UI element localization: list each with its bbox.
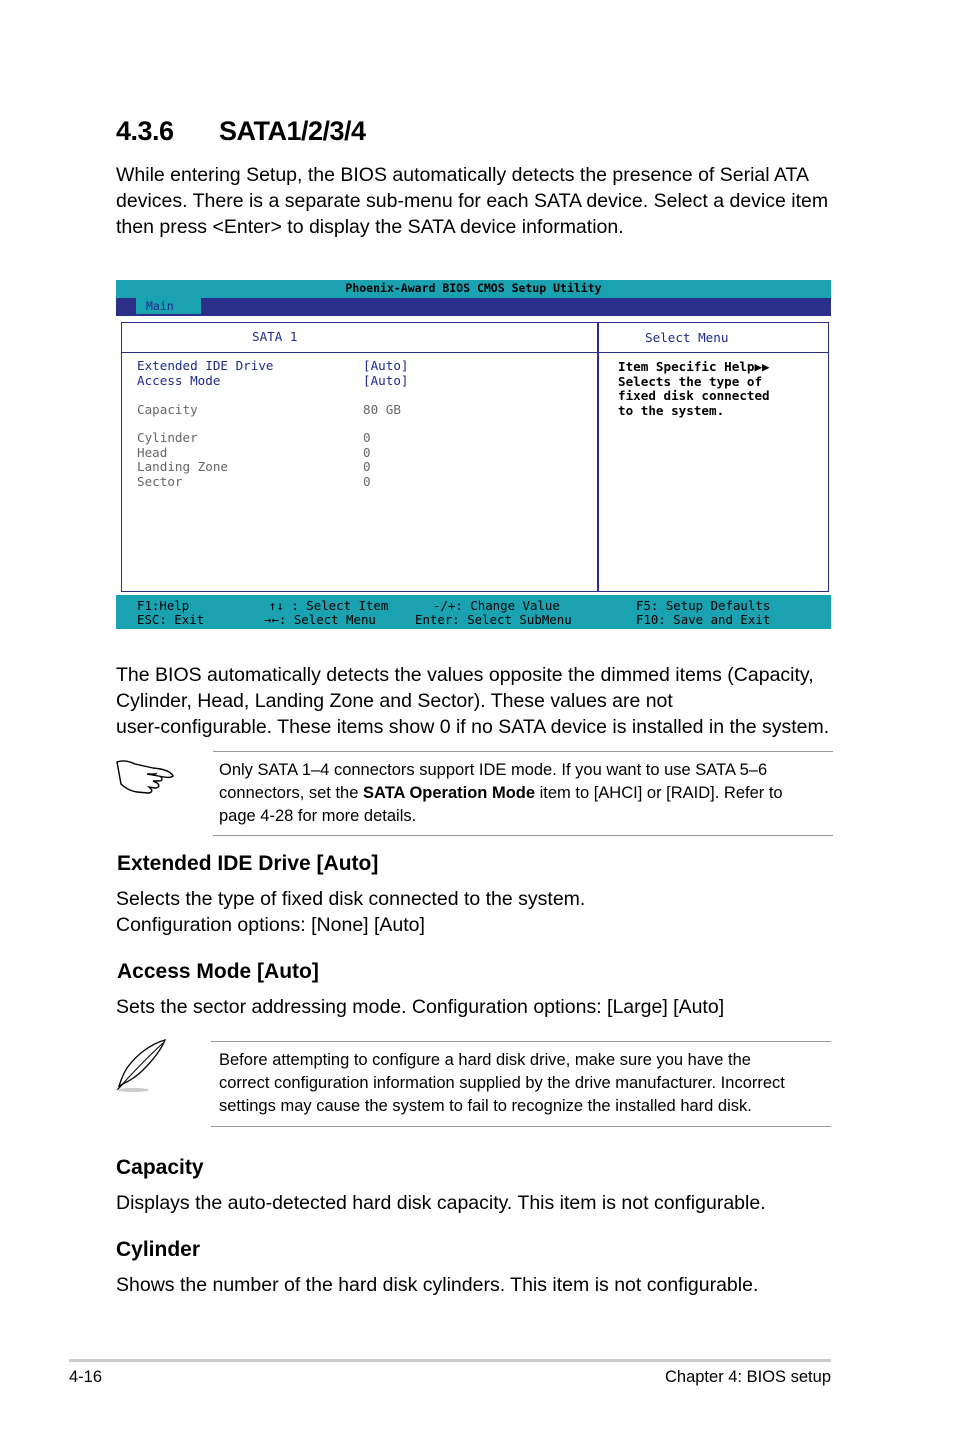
bios-help-line: to the system.: [618, 403, 725, 418]
bios-screen: [116, 280, 831, 629]
bios-item-cylinder: Cylinder: [137, 430, 198, 445]
paragraph-line: Cylinder, Head, Landing Zone and Sector). These values are not: [116, 690, 673, 712]
note-hard-disk-config: [219, 1049, 829, 1118]
note-line: Before attempting to configure a hard disk drive, make sure you have the: [219, 1051, 751, 1069]
bios-key-legend: [116, 595, 831, 629]
key-help: F1:Help: [137, 598, 190, 613]
paragraph-line: The BIOS automatically detects the values opposite the dimmed items (Capacity,: [116, 664, 814, 686]
heading-extended-ide-drive: Extended IDE Drive [Auto]: [117, 852, 379, 875]
capacity-paragraph: [116, 1190, 836, 1216]
key-select-menu: →←: Select Menu: [264, 612, 376, 627]
intro-line: While entering Setup, the BIOS automatically detects the presence of Serial ATA: [116, 164, 809, 186]
note-line: [219, 782, 829, 805]
bios-item-extended-ide-drive[interactable]: Extended IDE Drive: [137, 358, 274, 373]
note-line: Only SATA 1–4 connectors support IDE mode. If you want to use SATA 5–6: [219, 761, 768, 779]
note-divider-top: [213, 751, 833, 752]
paragraph-line: Configuration options: [None] [Auto]: [116, 914, 425, 936]
note-sata-ide-mode: [219, 759, 829, 828]
note-text-segment: connectors, set the: [219, 784, 363, 802]
note-line: settings may cause the system to fail to recognize the installed hard disk.: [219, 1097, 752, 1115]
section-title: [116, 116, 366, 147]
bios-item-access-mode[interactable]: Access Mode: [137, 373, 221, 388]
paragraph-line: user-configurable. These items show 0 if no SATA device is installed in the system.: [116, 716, 830, 738]
intro-line: then press <Enter> to display the SATA device information.: [116, 216, 624, 238]
key-setup-defaults: F5: Setup Defaults: [636, 598, 771, 613]
bios-item-head: Head: [137, 445, 168, 460]
bios-help-panel: [598, 322, 829, 592]
bios-item-value: 0: [363, 430, 371, 445]
dimmed-items-paragraph: [116, 662, 836, 740]
bios-item-landing-zone: Landing Zone: [137, 459, 228, 474]
paragraph-line: Shows the number of the hard disk cylinders. This item is not configurable.: [116, 1274, 759, 1296]
key-select-item: ↑↓ : Select Item: [269, 598, 389, 613]
note-line: correct configuration information supplied by the drive manufacturer. Incorrect: [219, 1074, 785, 1092]
cylinder-paragraph: [116, 1272, 836, 1298]
bios-panel-header: SATA 1: [252, 329, 298, 344]
paragraph-line: Selects the type of fixed disk connected to the system.: [116, 888, 586, 910]
footer-divider: [69, 1359, 831, 1362]
bios-menu-bar: [116, 298, 831, 316]
chapter-label: Chapter 4: BIOS setup: [664, 1368, 831, 1386]
bios-help-line: Item Specific Help▶▶: [618, 359, 770, 374]
bios-item-panel: [121, 322, 598, 592]
note-divider-top: [211, 1041, 831, 1042]
note-line: page 4-28 for more details.: [219, 807, 417, 825]
paragraph-line: Displays the auto-detected hard disk capacity. This item is not configurable.: [116, 1192, 766, 1214]
heading-cylinder: Cylinder: [116, 1238, 201, 1261]
intro-paragraph: [116, 162, 836, 240]
intro-line: devices. There is a separate sub-menu for each SATA device. Select a device item: [116, 190, 829, 212]
note-text-segment: item to [AHCI] or [RAID]. Refer to: [535, 784, 783, 802]
note-divider-bottom: [211, 1126, 831, 1127]
bios-item-sector: Sector: [137, 474, 183, 489]
bios-help-header: Select Menu: [645, 330, 729, 345]
page-number: 4-16: [69, 1368, 103, 1386]
bios-item-value[interactable]: [Auto]: [363, 373, 409, 388]
section-name: SATA1/2/3/4: [219, 116, 366, 146]
key-exit: ESC: Exit: [137, 612, 205, 627]
feather-icon: [113, 1038, 169, 1099]
heading-capacity: Capacity: [116, 1156, 204, 1179]
note-bold-term: SATA Operation Mode: [363, 784, 536, 802]
paragraph-line: Sets the sector addressing mode. Configuration options: [Large] [Auto]: [116, 996, 725, 1018]
bios-title-bar: Phoenix-Award BIOS CMOS Setup Utility: [116, 280, 831, 298]
bios-help-line: Selects the type of: [618, 374, 763, 389]
extended-ide-paragraph: [116, 886, 836, 938]
key-save-exit: F10: Save and Exit: [636, 612, 771, 627]
bios-menu-tab-main[interactable]: Main: [136, 298, 201, 314]
bios-item-value: 80 GB: [363, 402, 401, 417]
bios-item-value: 0: [363, 459, 371, 474]
bios-item-value: 0: [363, 445, 371, 460]
bios-panel-divider: [599, 352, 828, 353]
bios-item-value: 0: [363, 474, 371, 489]
note-divider-bottom: [213, 835, 833, 836]
access-mode-paragraph: [116, 994, 836, 1020]
bios-panel-divider: [122, 352, 597, 353]
bios-item-value[interactable]: [Auto]: [363, 358, 409, 373]
section-number: 4.3.6: [116, 116, 174, 146]
pointing-hand-icon: [113, 752, 175, 799]
key-change-value: -/+: Change Value: [433, 598, 560, 613]
key-select-submenu: Enter: Select SubMenu: [415, 612, 572, 627]
bios-item-capacity: Capacity: [137, 402, 198, 417]
bios-help-line: fixed disk connected: [618, 388, 770, 403]
heading-access-mode: Access Mode [Auto]: [117, 960, 319, 983]
